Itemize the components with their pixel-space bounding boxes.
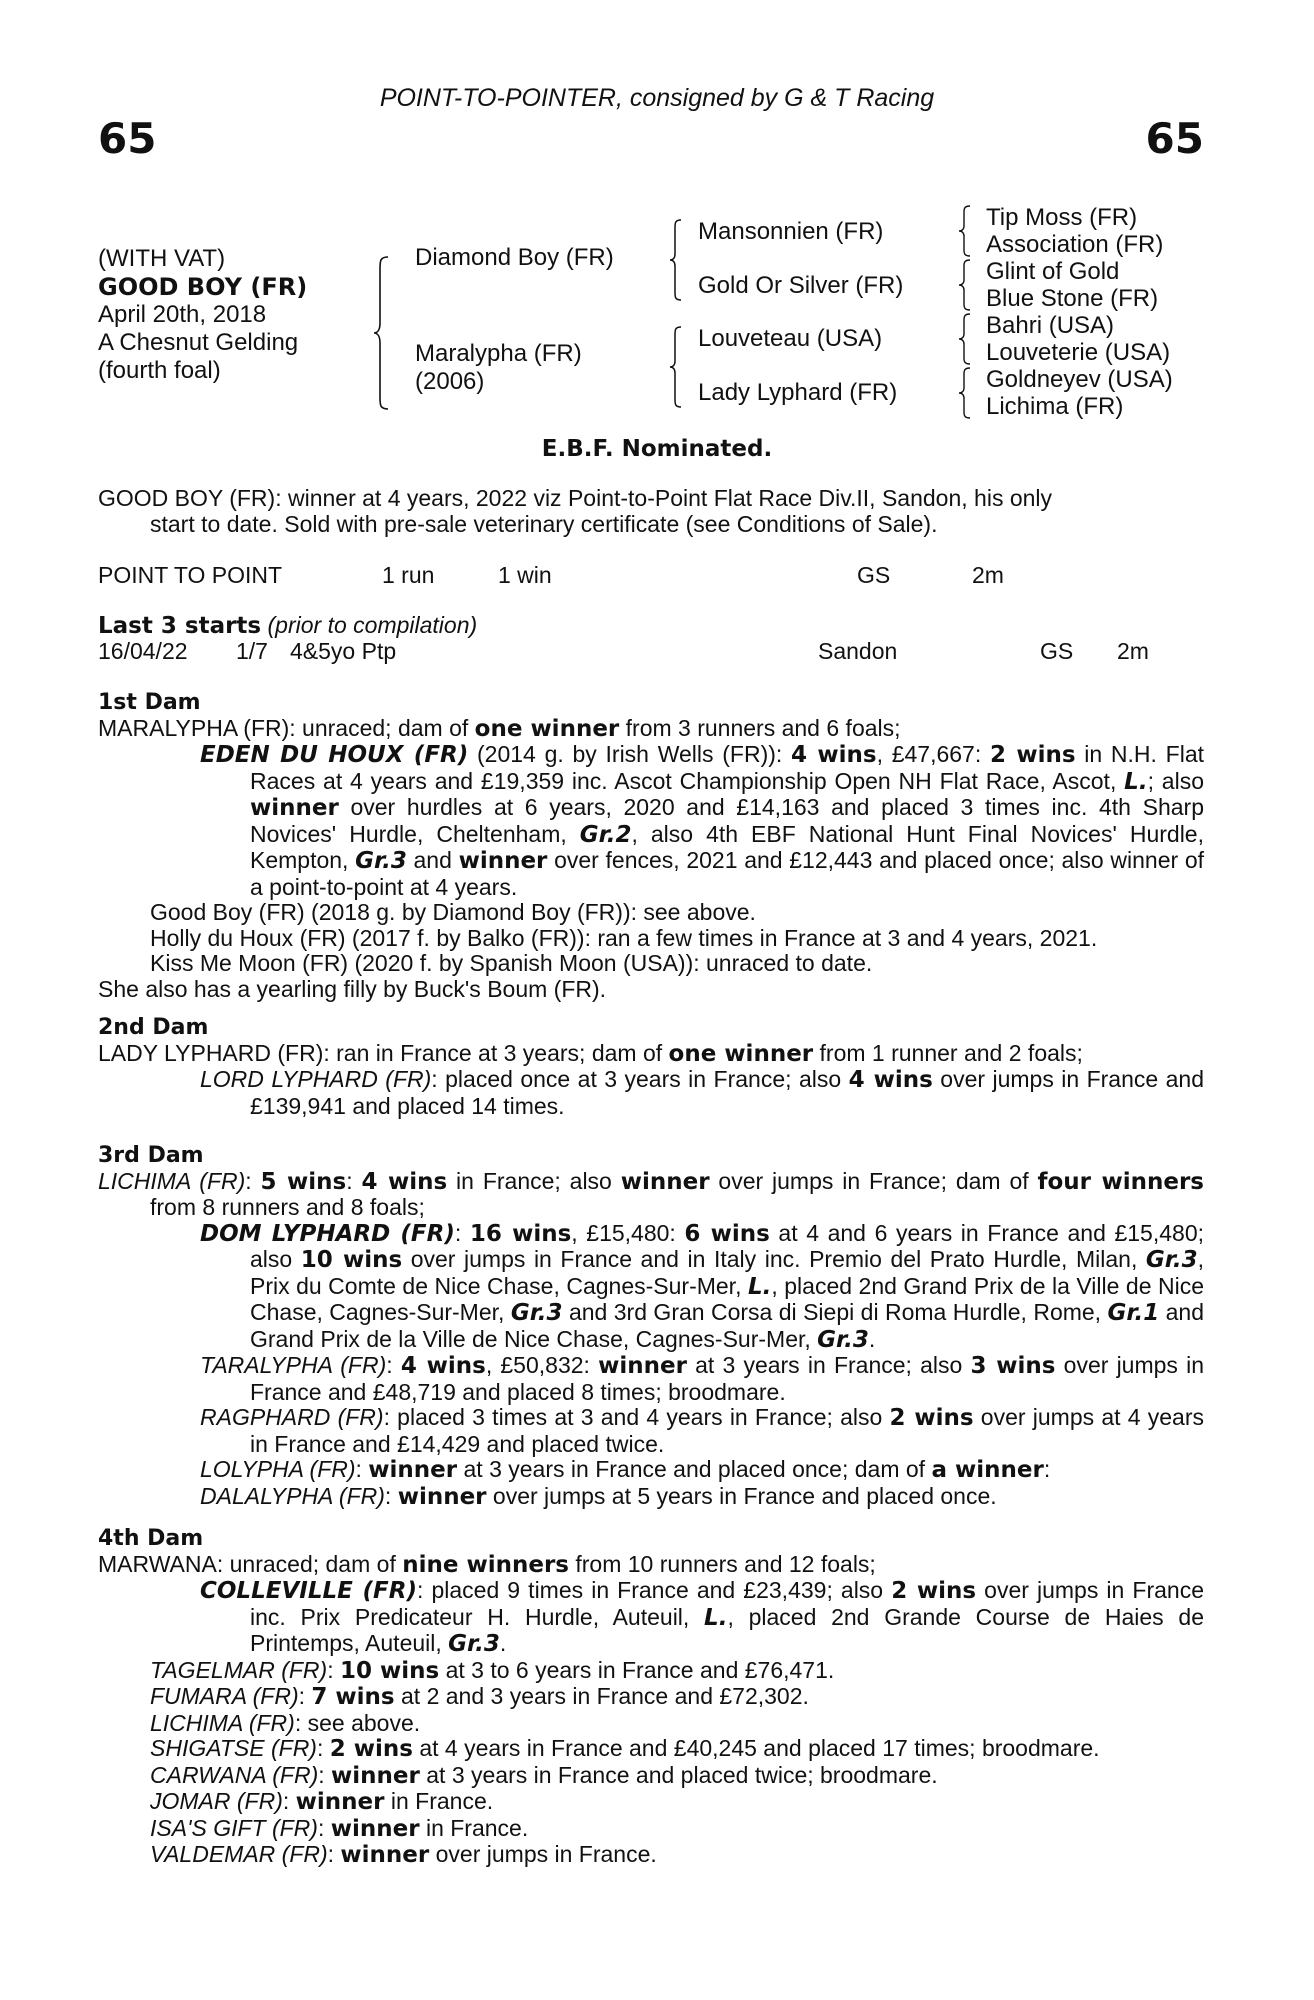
fourth-dam-colleville: COLLEVILLE (FR): placed 9 times in France and £23,439; also 2 wins over jumps in France inc. Prix Predicateur H. Hurdle, Auteuil, L., placed 2nd Grande Course de Haies de Printemps, Auteuil, Gr.3. <box>200 1577 1204 1657</box>
ptp-going: GS <box>857 562 891 588</box>
consignment-header: POINT-TO-POINTER, consigned by G & T Racing <box>379 84 935 112</box>
last3-dist: 2m <box>1117 638 1149 664</box>
pedigree-dam-year: (2006) <box>415 368 485 395</box>
third-dam-dom: DOM LYPHARD (FR): 16 wins, £15,480: 6 wins at 4 and 6 years in France and £15,480; also 10 wins over jumps in France and in Italy inc. Premio del Prato Hurdle, Milan, Gr.3, Prix du Comte de Nice Chase, Cagnes-Sur-Mer, L., placed 2nd Grand Prix de la Ville de Nice Chase, Cagnes-Sur-Mer, Gr.3 and 3rd Gran Corsa di Siepi di Roma Hurdle, Rome, Gr.1 and Grand Prix de la Ville de Nice Chase, Cagnes-Sur-Mer, Gr.3. <box>200 1219 1205 1353</box>
summary <box>98 486 1204 537</box>
second-dam-intro: LADY LYPHARD (FR): ran in France at 3 years; dam of one winner from 1 runner and 2 foals; <box>98 1039 1083 1067</box>
first-dam-kiss: Kiss Me Moon (FR) (2020 f. by Spanish Moon (USA)): unraced to date. <box>150 950 873 976</box>
pedigree-brace-dd <box>958 366 972 420</box>
last3-pos: 1/7 <box>236 638 268 664</box>
fourth-dam-intro: MARWANA: unraced; dam of nine winners from 10 runners and 12 foals; <box>98 1550 876 1578</box>
pedigree-ddd: Lichima (FR) <box>986 393 1124 420</box>
last3-course: Sandon <box>818 638 898 664</box>
first-dam-intro: MARALYPHA (FR): unraced; dam of one winner from 3 runners and 6 foals; <box>98 714 901 742</box>
pedigree-dsd: Louveterie (USA) <box>986 339 1171 366</box>
third-dam-taralypha: TARALYPHA (FR): 4 wins, £50,832: winner at 3 years in France; also 3 wins over jumps in France and £48,719 and placed 8 times; broodmare. <box>200 1352 1204 1405</box>
pedigree-brace-ss <box>958 204 972 258</box>
second-dam-heading: 2nd Dam <box>98 1015 209 1040</box>
horse-info <box>98 245 307 385</box>
pedigree-sire-sire: Mansonnien (FR) <box>698 218 884 245</box>
last3-title: Last 3 starts <box>98 613 262 639</box>
fourth-dam-section <box>98 1526 1204 1869</box>
third-dam-section <box>98 1143 1204 1510</box>
ptp-runs: 1 run <box>382 562 435 588</box>
third-dam-heading: 3rd Dam <box>98 1143 204 1168</box>
first-dam-holly: Holly du Houx (FR) (2017 f. by Balko (FR)): ran a few times in France at 3 and 4 years, 2021. <box>150 924 1098 951</box>
third-dam-lolypha: LOLYPHA (FR): winner at 3 years in France and placed once; dam of a winner: <box>200 1456 1051 1483</box>
last3-going: GS <box>1040 638 1074 664</box>
horse-foal: (fourth foal) <box>98 357 221 384</box>
fourth-dam-tagelmar: TAGELMAR (FR): 10 wins at 3 to 6 years in France and £76,471. <box>150 1656 835 1684</box>
pedigree-sire-dam: Gold Or Silver (FR) <box>698 272 904 299</box>
last3-heading <box>98 612 477 639</box>
ptp-label: POINT TO POINT <box>98 562 283 588</box>
vat-note: (WITH VAT) <box>98 245 226 272</box>
pedigree-dds: Goldneyev (USA) <box>986 366 1173 393</box>
pedigree-dss: Bahri (USA) <box>986 312 1115 339</box>
last3-date: 16/04/22 <box>98 638 188 664</box>
first-dam-yearling: She also has a yearling filly by Buck's Boum (FR). <box>98 975 607 1002</box>
pedigree-sdd: Blue Stone (FR) <box>986 285 1159 312</box>
ptp-dist: 2m <box>972 562 1004 588</box>
last3-note: (prior to compilation) <box>267 612 478 638</box>
horse-dob: April 20th, 2018 <box>98 301 267 328</box>
fourth-dam-shigatse: SHIGATSE (FR): 2 wins at 4 years in France and £40,245 and placed 17 times; broodmare. <box>150 1735 1100 1762</box>
pedigree-brace-ds <box>958 312 972 366</box>
fourth-dam-valdemar: VALDEMAR (FR): winner over jumps in France. <box>150 1841 657 1868</box>
pedigree-sire: Diamond Boy (FR) <box>415 244 614 271</box>
pedigree-dam-sire: Louveteau (USA) <box>698 325 883 352</box>
first-dam-heading: 1st Dam <box>98 690 201 715</box>
third-dam-dalalypha: DALALYPHA (FR): winner over jumps at 5 years in France and placed once. <box>200 1482 997 1510</box>
horse-name: GOOD BOY (FR) <box>98 273 308 301</box>
second-dam-lord: LORD LYPHARD (FR): placed once at 3 years in France; also 4 wins over jumps in France and £139,941 and placed 14 times. <box>200 1066 1204 1119</box>
second-dam-section <box>98 1015 1204 1119</box>
fourth-dam-jomar: JOMAR (FR): winner in France. <box>150 1788 494 1815</box>
ebf-nominated: E.B.F. Nominated. <box>541 436 773 462</box>
pedigree-brace-sd <box>958 258 972 312</box>
fourth-dam-lichima: LICHIMA (FR): see above. <box>150 1709 421 1736</box>
fourth-dam-isas-gift: ISA'S GIFT (FR): winner in France. <box>150 1814 529 1842</box>
pedigree-dam: Maralypha (FR) <box>415 340 582 367</box>
pedigree-ssd: Association (FR) <box>986 231 1164 258</box>
horse-description: A Chesnut Gelding <box>98 329 299 356</box>
pedigree-brace-sire <box>668 218 684 302</box>
lot-number-left: 65 <box>98 114 157 163</box>
pedigree-brace-main <box>372 255 392 411</box>
last3-race: 4&5yo Ptp <box>290 638 397 664</box>
summary-line-2: start to date. Sold with pre-sale veterinary certificate (see Conditions of Sale). <box>150 510 938 537</box>
ptp-wins: 1 win <box>498 562 552 588</box>
third-dam-ragphard: RAGPHARD (FR): placed 3 times at 3 and 4 years in France; also 2 wins over jumps at 4 years in France and £14,429 and placed twice. <box>200 1404 1204 1457</box>
pedigree-brace-dam <box>668 325 684 409</box>
first-dam-section <box>98 690 1204 1002</box>
fourth-dam-heading: 4th Dam <box>98 1526 204 1551</box>
lot-number-right: 65 <box>1145 114 1204 163</box>
fourth-dam-fumara: FUMARA (FR): 7 wins at 2 and 3 years in France and £72,302. <box>150 1683 809 1710</box>
pedigree-dam-dam: Lady Lyphard (FR) <box>698 379 898 406</box>
pedigree-sss: Tip Moss (FR) <box>986 204 1138 231</box>
pedigree-sds: Glint of Gold <box>986 258 1120 285</box>
first-dam-good-boy: Good Boy (FR) (2018 g. by Diamond Boy (FR)): see above. <box>150 899 756 925</box>
third-dam-intro: LICHIMA (FR): 5 wins: 4 wins in France; also winner over jumps in France; dam of four winners from 8 runners and 8 foals; <box>98 1167 1205 1220</box>
first-dam-eden: EDEN DU HOUX (FR) (2014 g. by Irish Wells (FR)): 4 wins, £47,667: 2 wins in N.H. Flat Races at 4 years and £19,359 inc. Ascot Championship Open NH Flat Race, Ascot, L.; also winner over hurdles at 6 years, 2020 and £14,163 and placed 3 times inc. 4th Sharp Novices' Hurdle, Cheltenham, Gr.2, also 4th EBF National Hunt Final Novices' Hurdle, Kempton, Gr.3 and winner over fences, 2021 and £12,443 and placed once; also winner of a point-to-point at 4 years. <box>200 741 1205 900</box>
summary-line-1: GOOD BOY (FR): winner at 4 years, 2022 viz Point-to-Point Flat Race Div.II, Sandon, his only <box>98 485 1053 511</box>
fourth-dam-carwana: CARWANA (FR): winner at 3 years in France and placed twice; broodmare. <box>150 1761 938 1789</box>
